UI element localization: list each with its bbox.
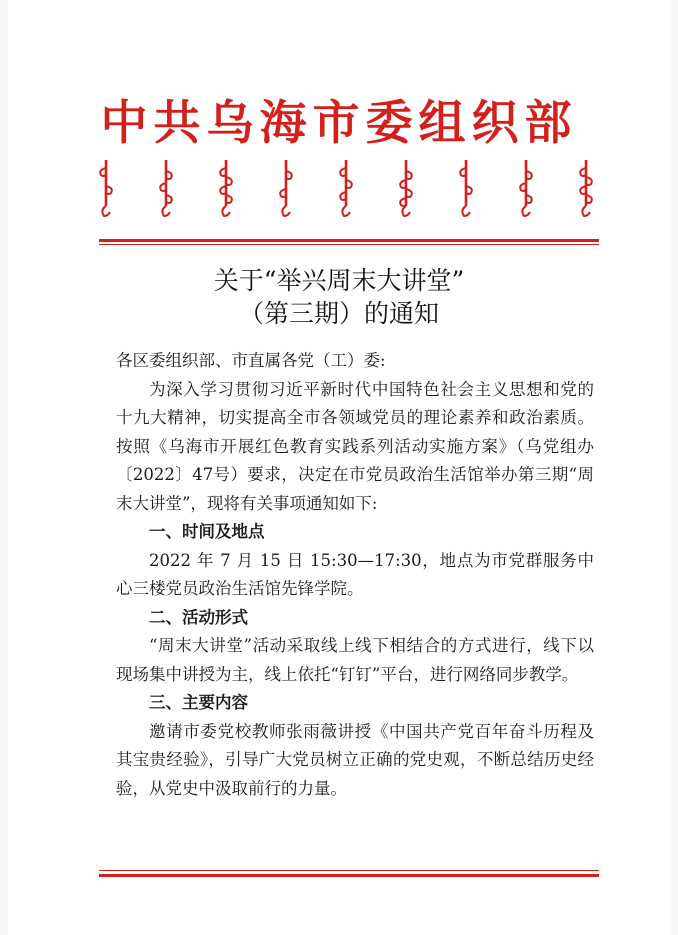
mongolian-script-glyph-icon bbox=[336, 158, 356, 218]
footer-rule-thin bbox=[99, 870, 599, 871]
intro-paragraph: 为深入学习贯彻习近平新时代中国特色社会主义思想和党的十九大精神，切实提高全市各领域党员的理论素养和政治素质。按照《乌海市开展红色教育实践系列活动实施方案》（乌党组办〔2022〕47号）要求，决定在市党员政治生活馆举办第三期“周末大讲堂”，现将有关事项通知如下: bbox=[116, 379, 594, 513]
section-2-heading: 二、活动形式 bbox=[149, 607, 248, 627]
section-1-heading: 一、时间及地点 bbox=[149, 522, 265, 541]
mongolian-script-glyph-icon bbox=[516, 158, 536, 218]
mongolian-script-header bbox=[96, 158, 596, 220]
mongolian-script-glyph-icon bbox=[96, 158, 116, 218]
section-3-heading: 三、主要内容 bbox=[149, 693, 248, 712]
mongolian-script-glyph-icon bbox=[276, 158, 296, 218]
section-1-text: 2022 年 7 月 15 日 15:30—17:30，地点为市党群服务中心三楼党员政治生活馆先锋学院。 bbox=[116, 550, 594, 598]
section-3-text: 邀请市委党校教师张雨薇讲授《中国共产党百年奋斗历程及其宝贵经验》，引导广大党员树立正确的党史观，不断总结历史经验，从党史中汲取前行的力量。 bbox=[116, 721, 594, 798]
title-line-1: 关于“举兴周末大讲堂” bbox=[213, 266, 465, 295]
mongolian-script-glyph-icon bbox=[396, 158, 416, 218]
salutation: 各区委组织部、市直属各党（工）委: bbox=[116, 351, 386, 370]
document-page bbox=[8, 0, 670, 935]
mongolian-script-glyph-icon bbox=[156, 158, 176, 218]
header-rule-thin bbox=[99, 244, 599, 245]
document-title bbox=[8, 264, 670, 330]
footer-rule-thick bbox=[99, 874, 599, 877]
section-2-text: “周末大讲堂”活动采取线上线下相结合的方式进行，线下以现场集中讲授为主，线上依托“钉钉”平台，进行网络同步教学。 bbox=[116, 636, 594, 684]
title-line-2: （第三期）的通知 bbox=[238, 299, 439, 328]
mongolian-script-glyph-icon bbox=[576, 158, 596, 218]
header-rule-thick bbox=[99, 239, 599, 242]
org-name-header: 中共乌海市委组织部 bbox=[100, 96, 578, 151]
mongolian-script-glyph-icon bbox=[216, 158, 236, 218]
mongolian-script-glyph-icon bbox=[456, 158, 476, 218]
document-body bbox=[116, 347, 594, 803]
